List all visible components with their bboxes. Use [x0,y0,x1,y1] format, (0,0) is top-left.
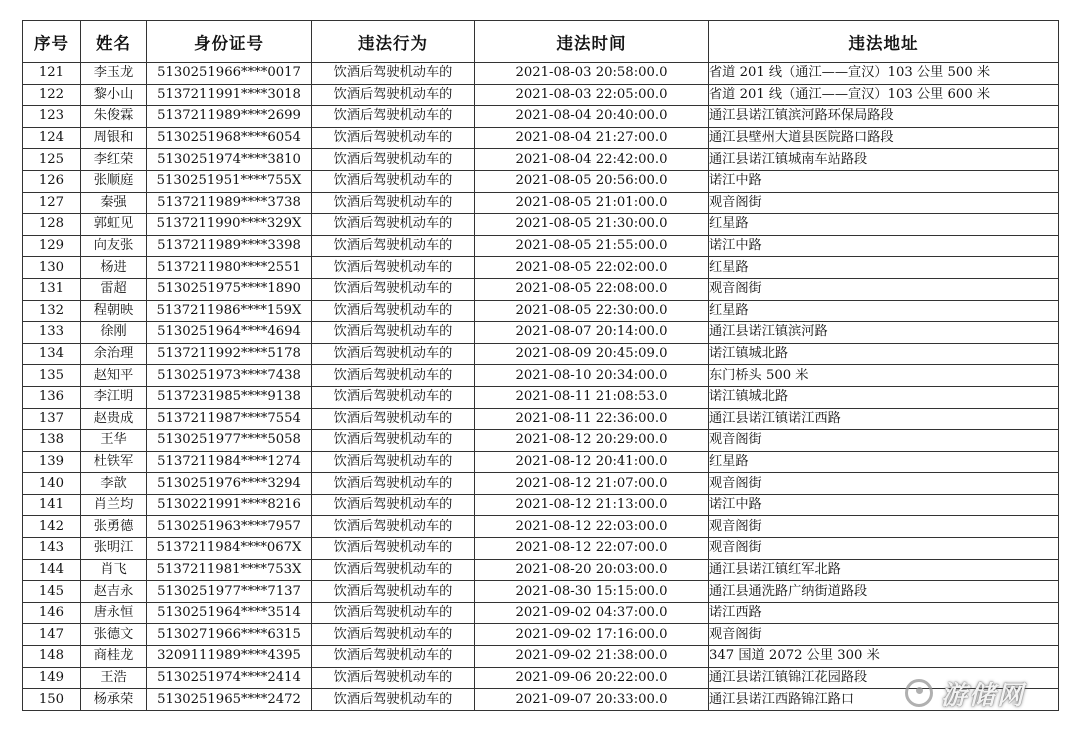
name-cell: 商桂龙 [81,646,147,668]
time-cell: 2021-08-05 21:01:00.0 [475,192,709,214]
location-cell: 诺江西路 [709,602,1059,624]
table-row [23,257,1059,279]
seq-cell: 140 [23,473,81,495]
id-number-cell: 3209111989****4395 [147,646,312,668]
location-cell: 观音阁街 [709,278,1059,300]
id-number-cell: 5137211984****067X [147,538,312,560]
header-time: 违法时间 [475,21,709,63]
time-cell: 2021-08-03 20:58:00.0 [475,63,709,85]
time-cell: 2021-08-12 21:13:00.0 [475,494,709,516]
name-cell: 王浩 [81,667,147,689]
time-cell: 2021-08-05 22:02:00.0 [475,257,709,279]
violation-cell: 饮酒后驾驶机动车的 [312,646,475,668]
name-cell: 杨承荣 [81,689,147,711]
id-number-cell: 5130251963****7957 [147,516,312,538]
id-number-cell: 5130251966****0017 [147,63,312,85]
id-number-cell: 5137231985****9138 [147,386,312,408]
table-row [23,278,1059,300]
id-number-cell: 5137211989****2699 [147,106,312,128]
time-cell: 2021-08-03 22:05:00.0 [475,84,709,106]
violation-cell: 饮酒后驾驶机动车的 [312,451,475,473]
time-cell: 2021-08-12 20:41:00.0 [475,451,709,473]
location-cell: 通江县诺江镇诺江西路 [709,408,1059,430]
name-cell: 张德文 [81,624,147,646]
violation-cell: 饮酒后驾驶机动车的 [312,170,475,192]
name-cell: 唐永恒 [81,602,147,624]
name-cell: 黎小山 [81,84,147,106]
table-row [23,322,1059,344]
id-number-cell: 5137211989****3398 [147,235,312,257]
table-row [23,516,1059,538]
violation-cell: 饮酒后驾驶机动车的 [312,214,475,236]
violation-cell: 饮酒后驾驶机动车的 [312,473,475,495]
time-cell: 2021-08-04 22:42:00.0 [475,149,709,171]
violation-cell: 饮酒后驾驶机动车的 [312,559,475,581]
seq-cell: 139 [23,451,81,473]
seq-cell: 121 [23,63,81,85]
name-cell: 李玉龙 [81,63,147,85]
seq-cell: 144 [23,559,81,581]
location-cell: 诺江镇城北路 [709,343,1059,365]
header-name: 姓名 [81,21,147,63]
table-row [23,192,1059,214]
id-number-cell: 5137211992****5178 [147,343,312,365]
watermark [905,673,1055,713]
table-row [23,602,1059,624]
time-cell: 2021-08-09 20:45:09.0 [475,343,709,365]
name-cell: 郭虹见 [81,214,147,236]
table-row [23,689,1059,711]
table-row [23,538,1059,560]
header-id-number: 身份证号 [147,21,312,63]
id-number-cell: 5130251976****3294 [147,473,312,495]
violation-cell: 饮酒后驾驶机动车的 [312,581,475,603]
location-cell: 红星路 [709,451,1059,473]
seq-cell: 149 [23,667,81,689]
table-row [23,624,1059,646]
name-cell: 程朝映 [81,300,147,322]
name-cell: 赵知平 [81,365,147,387]
name-cell: 向友张 [81,235,147,257]
id-number-cell: 5130251974****2414 [147,667,312,689]
time-cell: 2021-09-02 17:16:00.0 [475,624,709,646]
name-cell: 朱俊霖 [81,106,147,128]
location-cell: 347 国道 2072 公里 300 米 [709,646,1059,668]
table-header-row [23,21,1059,63]
id-number-cell: 5130251975****1890 [147,278,312,300]
table-row [23,343,1059,365]
id-number-cell: 5130221991****8216 [147,494,312,516]
location-cell: 观音阁街 [709,473,1059,495]
table-row [23,63,1059,85]
table-row [23,149,1059,171]
seq-cell: 147 [23,624,81,646]
time-cell: 2021-08-12 21:07:00.0 [475,473,709,495]
location-cell: 观音阁街 [709,430,1059,452]
location-cell: 通江县诺江镇滨河路 [709,322,1059,344]
seq-cell: 129 [23,235,81,257]
time-cell: 2021-08-04 21:27:00.0 [475,127,709,149]
name-cell: 张勇德 [81,516,147,538]
id-number-cell: 5130251974****3810 [147,149,312,171]
table-row [23,300,1059,322]
time-cell: 2021-08-05 20:56:00.0 [475,170,709,192]
time-cell: 2021-08-05 21:30:00.0 [475,214,709,236]
id-number-cell: 5130251968****6054 [147,127,312,149]
id-number-cell: 5137211981****753X [147,559,312,581]
table-row [23,473,1059,495]
location-cell: 观音阁街 [709,192,1059,214]
location-cell: 通江县壁州大道县医院路口路段 [709,127,1059,149]
table-row [23,408,1059,430]
time-cell: 2021-09-07 20:33:00.0 [475,689,709,711]
violation-cell: 饮酒后驾驶机动车的 [312,667,475,689]
name-cell: 李红荣 [81,149,147,171]
id-number-cell: 5130251951****755X [147,170,312,192]
violation-cell: 饮酒后驾驶机动车的 [312,365,475,387]
name-cell: 肖飞 [81,559,147,581]
location-cell: 东门桥头 500 米 [709,365,1059,387]
seq-cell: 131 [23,278,81,300]
violation-cell: 饮酒后驾驶机动车的 [312,494,475,516]
seq-cell: 135 [23,365,81,387]
seq-cell: 137 [23,408,81,430]
location-cell: 通江县诺江西路锦江路口 [709,689,1059,711]
id-number-cell: 5130271966****6315 [147,624,312,646]
table-row [23,106,1059,128]
id-number-cell: 5137211986****159X [147,300,312,322]
seq-cell: 126 [23,170,81,192]
location-cell: 观音阁街 [709,624,1059,646]
time-cell: 2021-08-05 22:30:00.0 [475,300,709,322]
violation-cell: 饮酒后驾驶机动车的 [312,430,475,452]
id-number-cell: 5130251977****7137 [147,581,312,603]
violation-cell: 饮酒后驾驶机动车的 [312,538,475,560]
violation-cell: 饮酒后驾驶机动车的 [312,322,475,344]
id-number-cell: 5137211990****329X [147,214,312,236]
table-row [23,581,1059,603]
seq-cell: 143 [23,538,81,560]
seq-cell: 150 [23,689,81,711]
table-row [23,451,1059,473]
table-row [23,235,1059,257]
violation-cell: 饮酒后驾驶机动车的 [312,300,475,322]
name-cell: 秦强 [81,192,147,214]
id-number-cell: 5130251964****3514 [147,602,312,624]
violation-cell: 饮酒后驾驶机动车的 [312,149,475,171]
id-number-cell: 5130251964****4694 [147,322,312,344]
seq-cell: 127 [23,192,81,214]
id-number-cell: 5130251973****7438 [147,365,312,387]
seq-cell: 134 [23,343,81,365]
logo-ring-icon [905,679,933,707]
time-cell: 2021-08-30 15:15:00.0 [475,581,709,603]
location-cell: 省道 201 线（通江——宣汉）103 公里 500 米 [709,63,1059,85]
id-number-cell: 5137211984****1274 [147,451,312,473]
location-cell: 观音阁街 [709,538,1059,560]
location-cell: 诺江镇城北路 [709,386,1059,408]
location-cell: 红星路 [709,214,1059,236]
name-cell: 杨进 [81,257,147,279]
time-cell: 2021-08-05 21:55:00.0 [475,235,709,257]
table-row [23,214,1059,236]
seq-cell: 128 [23,214,81,236]
violation-cell: 饮酒后驾驶机动车的 [312,516,475,538]
violation-cell: 饮酒后驾驶机动车的 [312,689,475,711]
name-cell: 周银和 [81,127,147,149]
watermark-text: 游储网 [941,680,1026,711]
name-cell: 张顺庭 [81,170,147,192]
time-cell: 2021-08-07 20:14:00.0 [475,322,709,344]
seq-cell: 138 [23,430,81,452]
name-cell: 张明江 [81,538,147,560]
violation-cell: 饮酒后驾驶机动车的 [312,84,475,106]
time-cell: 2021-08-20 20:03:00.0 [475,559,709,581]
location-cell: 诺江中路 [709,170,1059,192]
time-cell: 2021-08-12 20:29:00.0 [475,430,709,452]
seq-cell: 122 [23,84,81,106]
table-row [23,386,1059,408]
violation-cell: 饮酒后驾驶机动车的 [312,602,475,624]
location-cell: 省道 201 线（通江——宣汉）103 公里 600 米 [709,84,1059,106]
seq-cell: 133 [23,322,81,344]
time-cell: 2021-08-10 20:34:00.0 [475,365,709,387]
time-cell: 2021-08-12 22:03:00.0 [475,516,709,538]
seq-cell: 132 [23,300,81,322]
location-cell: 红星路 [709,257,1059,279]
violation-cell: 饮酒后驾驶机动车的 [312,624,475,646]
seq-cell: 142 [23,516,81,538]
violation-cell: 饮酒后驾驶机动车的 [312,235,475,257]
name-cell: 王华 [81,430,147,452]
table-row [23,494,1059,516]
location-cell: 通江县诺江镇滨河路环保局路段 [709,106,1059,128]
location-cell: 通江县诺江镇红军北路 [709,559,1059,581]
time-cell: 2021-09-02 04:37:00.0 [475,602,709,624]
location-cell: 诺江中路 [709,494,1059,516]
violation-cell: 饮酒后驾驶机动车的 [312,386,475,408]
table-row [23,667,1059,689]
location-cell: 红星路 [709,300,1059,322]
seq-cell: 124 [23,127,81,149]
violation-cell: 饮酒后驾驶机动车的 [312,408,475,430]
id-number-cell: 5137211989****3738 [147,192,312,214]
seq-cell: 125 [23,149,81,171]
table-row [23,127,1059,149]
violation-cell: 饮酒后驾驶机动车的 [312,192,475,214]
table-row [23,365,1059,387]
id-number-cell: 5137211991****3018 [147,84,312,106]
location-cell: 通江县诺江镇锦江花园路段 [709,667,1059,689]
seq-cell: 141 [23,494,81,516]
id-number-cell: 5137211987****7554 [147,408,312,430]
time-cell: 2021-09-06 20:22:00.0 [475,667,709,689]
name-cell: 余治理 [81,343,147,365]
violation-cell: 饮酒后驾驶机动车的 [312,63,475,85]
time-cell: 2021-09-02 21:38:00.0 [475,646,709,668]
location-cell: 通江县通洗路广纳街道路段 [709,581,1059,603]
seq-cell: 146 [23,602,81,624]
violation-cell: 饮酒后驾驶机动车的 [312,106,475,128]
time-cell: 2021-08-05 22:08:00.0 [475,278,709,300]
name-cell: 徐刚 [81,322,147,344]
violation-cell: 饮酒后驾驶机动车的 [312,343,475,365]
id-number-cell: 5137211980****2551 [147,257,312,279]
location-cell: 通江县诺江镇城南车站路段 [709,149,1059,171]
name-cell: 肖兰均 [81,494,147,516]
table-row [23,559,1059,581]
location-cell: 观音阁街 [709,516,1059,538]
table-row [23,170,1059,192]
name-cell: 李歆 [81,473,147,495]
name-cell: 李江明 [81,386,147,408]
time-cell: 2021-08-11 22:36:00.0 [475,408,709,430]
table-row [23,84,1059,106]
time-cell: 2021-08-12 22:07:00.0 [475,538,709,560]
seq-cell: 145 [23,581,81,603]
table-row [23,646,1059,668]
header-violation: 违法行为 [312,21,475,63]
violation-cell: 饮酒后驾驶机动车的 [312,257,475,279]
time-cell: 2021-08-11 21:08:53.0 [475,386,709,408]
seq-cell: 148 [23,646,81,668]
violation-cell: 饮酒后驾驶机动车的 [312,278,475,300]
id-number-cell: 5130251965****2472 [147,689,312,711]
violations-table [22,20,1059,711]
header-seq: 序号 [23,21,81,63]
seq-cell: 123 [23,106,81,128]
name-cell: 赵吉永 [81,581,147,603]
time-cell: 2021-08-04 20:40:00.0 [475,106,709,128]
name-cell: 雷超 [81,278,147,300]
table-row [23,430,1059,452]
seq-cell: 130 [23,257,81,279]
header-location: 违法地址 [709,21,1059,63]
name-cell: 赵贵成 [81,408,147,430]
violation-cell: 饮酒后驾驶机动车的 [312,127,475,149]
name-cell: 杜铁军 [81,451,147,473]
location-cell: 诺江中路 [709,235,1059,257]
seq-cell: 136 [23,386,81,408]
id-number-cell: 5130251977****5058 [147,430,312,452]
table-body [23,63,1059,711]
